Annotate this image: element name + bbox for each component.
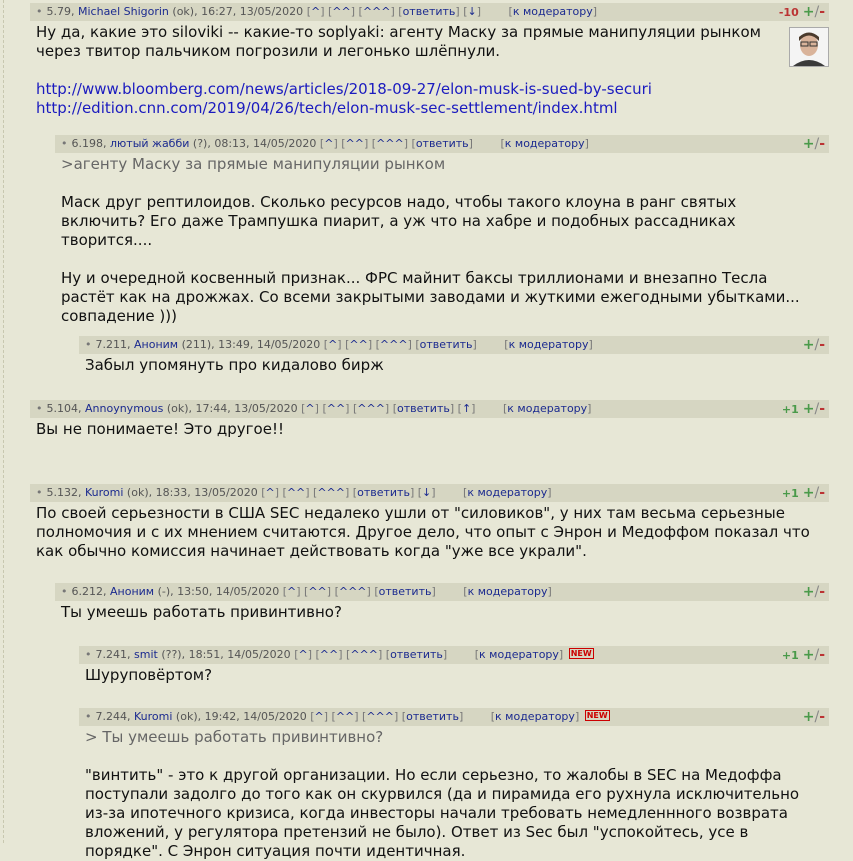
up1-link[interactable]: ^ (265, 486, 275, 499)
comment-meta: (?), 08:13, 14/05/2020 (192, 137, 317, 150)
up2-link[interactable]: ^^ (349, 338, 368, 351)
author-link[interactable]: Annoynymous (85, 402, 164, 415)
comment-score: -10 (778, 6, 799, 19)
comment-meta: (ok), 18:33, 13/05/2020 (126, 486, 258, 499)
moderator-link[interactable]: к модератору (504, 137, 585, 150)
vote-down-button[interactable]: - (819, 485, 825, 501)
bullet-icon: • (36, 5, 43, 18)
comment-header: • 7.241, smit (??), 18:51, 14/05/2020 [^] [^^] [^^^] [ответить] [к модератору] NEW +1 +/- (79, 646, 829, 664)
vote-up-button[interactable]: + (802, 4, 815, 20)
comment-header: • 5.104, Annoynymous (ok), 17:44, 13/05/2020 [^] [^^] [^^^] [ответить] [↑] [к модератору] +1 +/- (30, 400, 829, 418)
bullet-icon: • (61, 585, 68, 598)
up1-link[interactable]: ^ (310, 5, 321, 18)
comment-text: Ну и очередной косвенный признак... ФРС майнит баксы триллионами и внезапно Тесла растёт как на дрожжах. Со всеми закрытыми заводами и жуткими ежегодными убытками... совпадение ))) (61, 269, 800, 325)
comment-number: 6.198, (71, 137, 107, 150)
vote-up-button[interactable]: + (802, 401, 815, 417)
author-link[interactable]: Аноним (110, 585, 155, 598)
up3-link[interactable]: ^^^ (376, 137, 404, 150)
up2-link[interactable]: ^^ (326, 402, 346, 415)
vote-up-button[interactable]: + (802, 485, 815, 501)
bullet-icon: • (85, 338, 92, 351)
vote-up-button[interactable]: + (802, 584, 815, 600)
comment-text: По своей серьезности в США SEC недалеко ушли от "силовиков", у них там весьма серьезные полномочия и с их мнением считаются. Другое дело, что опыт с Энрон и Медоффом показал что как обычно комиссия начинает действовать когда "уже все украли". (36, 504, 810, 560)
new-badge: NEW (586, 711, 608, 720)
bullet-icon: • (36, 486, 43, 499)
comment-text: Забыл упомянуть про кидалово бирж (85, 356, 384, 374)
new-badge: NEW (570, 649, 592, 658)
comment-number: 5.104, (46, 402, 82, 415)
arrow-down-icon[interactable]: ↓ (422, 486, 432, 499)
vote-down-button[interactable]: - (819, 401, 825, 417)
up2-link[interactable]: ^^ (286, 486, 306, 499)
comment-header: • 6.198, лютый жабби (?), 08:13, 14/05/2020 [^] [^^] [^^^] [ответить] [к модератору] +/- (55, 135, 829, 153)
up2-link[interactable]: ^^ (345, 137, 364, 150)
bullet-icon: • (61, 137, 68, 150)
comment-text: Ты умеешь работать привинтивно? (61, 603, 342, 621)
comment-meta: (ok), 19:42, 14/05/2020 (175, 710, 307, 723)
comment-score: +1 (781, 649, 799, 662)
reply-link[interactable]: ответить (378, 585, 432, 598)
moderator-link[interactable]: к модератору (512, 5, 593, 18)
reply-link[interactable]: ответить (419, 338, 473, 351)
up3-link[interactable]: ^^^ (350, 648, 378, 661)
vote-down-button[interactable]: - (819, 584, 825, 600)
up2-link[interactable]: ^^ (308, 585, 327, 598)
up2-link[interactable]: ^^ (319, 648, 339, 661)
vote-up-button[interactable]: + (802, 337, 815, 353)
comment-number: 6.212, (71, 585, 107, 598)
up3-link[interactable]: ^^^ (366, 710, 394, 723)
moderator-link[interactable]: к модератору (467, 486, 548, 499)
vote-down-button[interactable]: - (819, 337, 825, 353)
comment-meta: (ok), 17:44, 13/05/2020 (166, 402, 298, 415)
comment-number: 5.79, (46, 5, 75, 18)
comment-7-244 (79, 708, 829, 861)
comment-header: • 7.244, Kuromi (ok), 19:42, 14/05/2020 [^] [^^] [^^^] [ответить] [к модератору] NEW +/- (79, 708, 829, 726)
bullet-icon: • (36, 402, 43, 415)
vote-separator: / (814, 136, 820, 152)
vote-separator: / (814, 401, 820, 417)
reply-link[interactable]: ответить (402, 5, 456, 18)
vote-down-button[interactable]: - (819, 136, 825, 152)
vote-separator: / (814, 485, 820, 501)
comment-6-198 (55, 135, 829, 326)
up1-link[interactable]: ^ (287, 585, 297, 598)
moderator-link[interactable]: к модератору (495, 710, 575, 723)
comment-header: • 5.132, Kuromi (ok), 18:33, 13/05/2020 [^] [^^] [^^^] [ответить] [↓] [к модератору] +1 +/- (30, 484, 829, 502)
comment-5-79 (30, 3, 829, 118)
bullet-icon: • (85, 648, 92, 661)
vote-up-button[interactable]: + (802, 709, 815, 725)
reply-link[interactable]: ответить (390, 648, 443, 661)
author-link[interactable]: лютый жабби (110, 137, 190, 150)
author-link[interactable]: Kuromi (134, 710, 173, 723)
up1-link[interactable]: ^ (328, 338, 338, 351)
bullet-icon: • (85, 710, 92, 723)
comment-header: • 5.79, Michael Shigorin (ok), 16:27, 13/05/2020 [^] [^^] [^^^] [ответить] [↓] [к модератору] -10 +/- (30, 3, 829, 21)
vote-up-button[interactable]: + (802, 136, 815, 152)
author-link[interactable]: Аноним (134, 338, 179, 351)
vote-separator: / (814, 584, 820, 600)
comment-meta: (??), 18:51, 14/05/2020 (161, 648, 291, 661)
comment-number: 5.132, (46, 486, 82, 499)
comment-7-211 (79, 336, 829, 375)
up1-link[interactable]: ^ (324, 137, 334, 150)
up1-link[interactable]: ^ (305, 402, 315, 415)
vote-separator: / (814, 709, 820, 725)
author-link[interactable]: Kuromi (85, 486, 124, 499)
vote-separator: / (814, 337, 820, 353)
moderator-link[interactable]: к модератору (479, 648, 559, 661)
author-link[interactable]: Michael Shigorin (78, 5, 169, 18)
author-link[interactable]: smit (134, 648, 158, 661)
comment-6-212 (55, 583, 829, 622)
vote-separator: / (814, 4, 820, 20)
comment-text: Маск друг рептилоидов. Сколько ресурсов надо, чтобы такого клоуна в ранг святых включить? Его даже Трампушка пиарит, а уж что на хабре и подобных рассадниках творится.... (61, 193, 737, 249)
comment-text: Ну да, какие это siloviki -- какие-то soplyaki: агенту Маску за прямые манипуляции рынком через твитор пальчиком погрозили и легонько шлёпнули. (36, 23, 761, 60)
up3-link[interactable]: ^^^ (357, 402, 385, 415)
reply-link[interactable]: ответить (406, 710, 459, 723)
up2-link[interactable]: ^^ (332, 5, 351, 18)
comment-5-104 (30, 400, 829, 439)
comment-quote: > Ты умеешь работать привинтивно? (85, 728, 384, 746)
moderator-link[interactable]: к модератору (508, 338, 589, 351)
moderator-link[interactable]: к модератору (467, 585, 548, 598)
vote-up-button[interactable]: + (802, 647, 815, 663)
comment-meta: (211), 13:49, 14/05/2020 (181, 338, 321, 351)
comment-meta: (-), 13:50, 14/05/2020 (157, 585, 280, 598)
comment-text: Вы не понимаете! Это другое!! (36, 420, 284, 438)
comment-score: +1 (781, 487, 799, 500)
reply-link[interactable]: ответить (357, 486, 410, 499)
moderator-link[interactable]: к модератору (507, 402, 588, 415)
up3-link[interactable]: ^^^ (379, 338, 408, 351)
up3-link[interactable]: ^^^ (362, 5, 391, 18)
arrow-down-icon[interactable]: ↓ (467, 5, 477, 18)
comment-link[interactable]: http://edition.cnn.com/2019/04/26/tech/elon-musk-sec-settlement/index.html (36, 99, 618, 117)
vote-down-button[interactable]: - (819, 709, 825, 725)
comment-quote: >агенту Маску за прямые манипуляции рынком (61, 155, 446, 173)
up1-link[interactable]: ^ (298, 648, 308, 661)
vote-down-button[interactable]: - (819, 4, 825, 20)
up1-link[interactable]: ^ (314, 710, 324, 723)
thread-guide-line (3, 0, 4, 843)
vote-down-button[interactable]: - (819, 647, 825, 663)
comment-score: +1 (781, 403, 799, 416)
comment-header: • 6.212, Аноним (-), 13:50, 14/05/2020 [^] [^^] [^^^] [ответить] [к модератору] +/- (55, 583, 829, 601)
comment-7-241 (79, 646, 829, 685)
comment-number: 7.241, (95, 648, 131, 661)
up2-link[interactable]: ^^ (335, 710, 355, 723)
avatar[interactable] (789, 27, 829, 67)
comment-text: Шуруповёртом? (85, 666, 213, 684)
up3-link[interactable]: ^^^ (338, 585, 367, 598)
comment-number: 7.211, (95, 338, 131, 351)
vote-separator: / (814, 647, 820, 663)
comment-number: 7.244, (95, 710, 131, 723)
comment-link[interactable]: http://www.bloomberg.com/news/articles/2018-09-27/elon-musk-is-sued-by-securi (36, 80, 652, 98)
comment-5-132 (30, 484, 829, 561)
comment-header: • 7.211, Аноним (211), 13:49, 14/05/2020 [^] [^^] [^^^] [ответить] [к модератору] +/- (79, 336, 829, 354)
reply-link[interactable]: ответить (415, 137, 469, 150)
arrow-up-icon[interactable]: ↑ (461, 402, 472, 415)
comment-meta: (ok), 16:27, 13/05/2020 (172, 5, 304, 18)
up3-link[interactable]: ^^^ (317, 486, 345, 499)
comment-text: "винтить" - это к другой организации. Но если серьезно, то жалобы в SEC на Медоффа поступали задолго до того как он скурвился (да и пирамида его рухнула исключительно из-за ипотечного кризиса, когда инвесторы начали требовать немедленнного возврата вложений, у регулятора претензий не было). Ответ из Sec был "успокойтесь, усе в порядке". С Энрон ситуация почти идентичная. (85, 766, 800, 860)
reply-link[interactable]: ответить (397, 402, 450, 415)
